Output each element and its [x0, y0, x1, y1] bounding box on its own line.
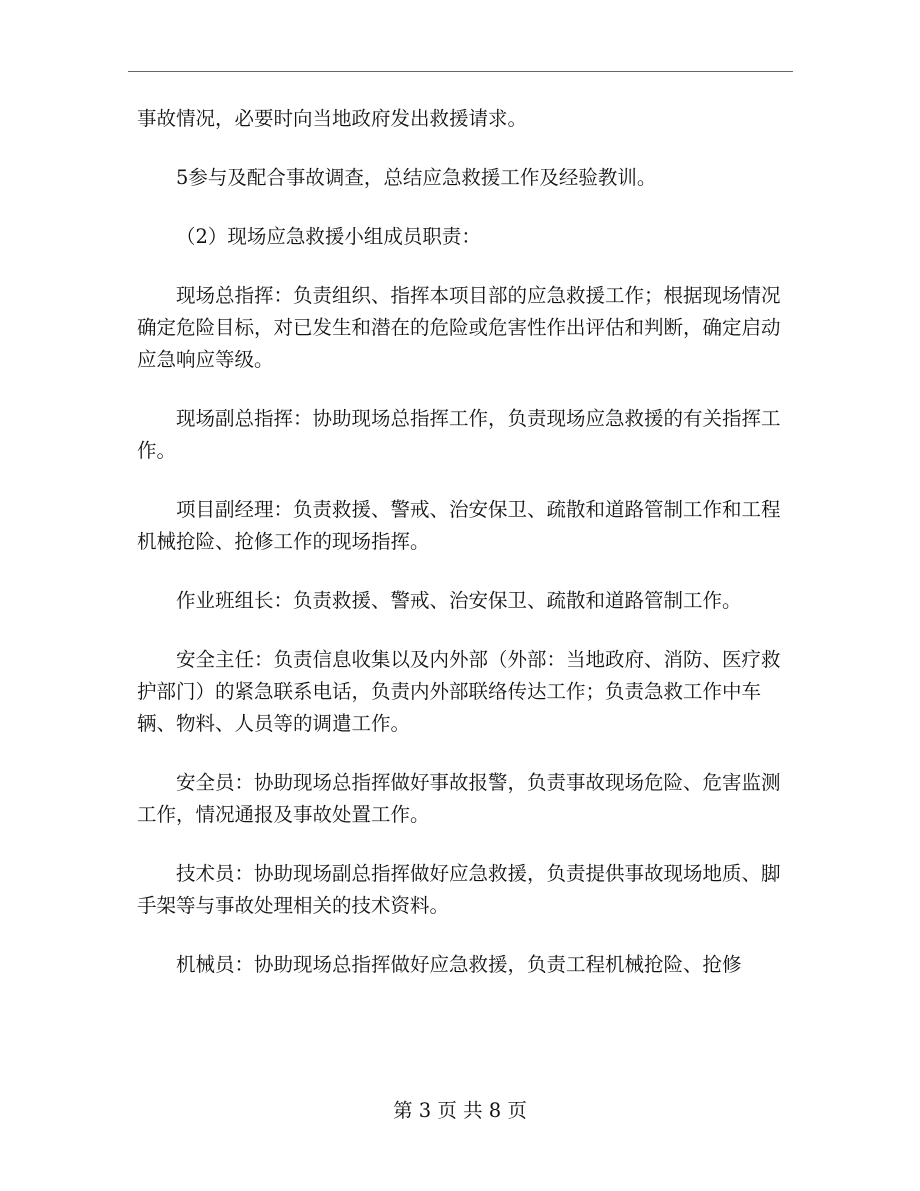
paragraph-technician: 技术员：协助现场副总指挥做好应急救援，负责提供事故现场地质、脚手架等与事故处理相关的技术资料。 [137, 862, 781, 917]
paragraph: 事故情况，必要时向当地政府发出救援请求。 [137, 107, 528, 130]
paragraph-safety-officer: 安全员：协助现场总指挥做好事故报警，负责事故现场危险、危害监测工作，情况通报及事故处置工作。 [137, 771, 781, 826]
paragraph-chief-commander: 现场总指挥：负责组织、指挥本项目部的应急救援工作；根据现场情况确定危险目标，对已发生和潜在的危险或危害性作出评估和判断，确定启动应急响应等级。 [137, 284, 781, 371]
section-heading: （2）现场应急救援小组成员职责： [176, 225, 481, 248]
document-body [137, 103, 792, 1008]
paragraph-safety-director: 安全主任：负责信息收集以及内外部（外部：当地政府、消防、医疗救护部门）的紧急联系电话，负责内外部联络传达工作；负责急救工作中车辆、物料、人员等的调遣工作。 [137, 648, 781, 735]
paragraph-mechanic: 机械员：协助现场总指挥做好应急救援，负责工程机械抢险、抢修 [176, 953, 742, 976]
page-number: 第 3 页 共 8 页 [393, 1099, 527, 1122]
paragraph-deputy-manager: 项目副经理：负责救援、警戒、治安保卫、疏散和道路管制工作和工程机械抢险、抢修工作的现场指挥。 [137, 498, 781, 553]
paragraph-deputy-commander: 现场副总指挥：协助现场总指挥工作，负责现场应急救援的有关指挥工作。 [137, 407, 781, 462]
header-rule [128, 71, 793, 72]
paragraph: 5参与及配合事故调查，总结应急救援工作及经验教训。 [176, 166, 657, 189]
paragraph-team-leader: 作业班组长：负责救援、警戒、治安保卫、疏散和道路管制工作。 [176, 589, 742, 612]
